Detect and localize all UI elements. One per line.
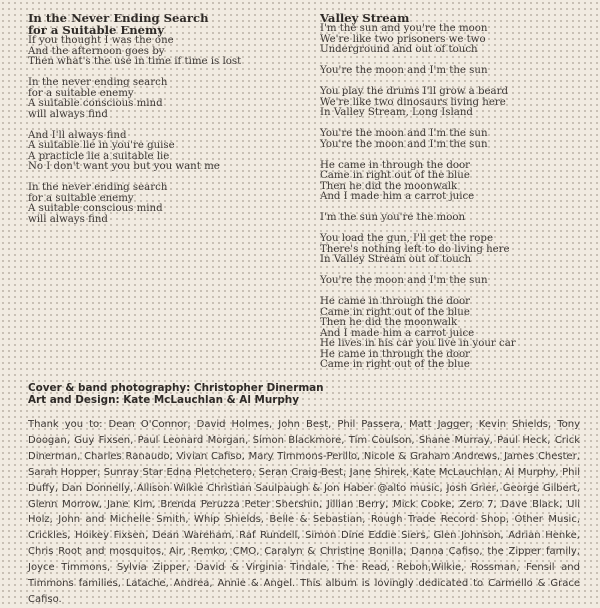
lyric-line: I'm the sun and you're the moon: [320, 23, 488, 34]
lyric-line: There's nothing left to do living here: [320, 243, 510, 255]
lyric-line: If you thought I was the one: [28, 35, 174, 46]
lyric-line: And I made him a carrot juice: [320, 327, 475, 339]
lyric-line: You're the moon and I'm the sun: [320, 65, 488, 76]
stanza: [320, 297, 580, 371]
lyric-line: In Valley Stream out of touch: [320, 254, 472, 265]
song-title-line: for a Suitable Enemy: [28, 23, 165, 37]
lyric-line: We're like two dinosaurs living here: [320, 96, 506, 108]
art-design-credit: Art and Design: Kate McLauchlan & Al Murphy: [28, 394, 299, 406]
lyric-line: A suitable conscious mind: [28, 203, 163, 214]
thank-you-paragraph: Thank you to: Dean O'Connor, David Holmes, John Best, Phil Passera, Matt Jagger, Kevin Shields, Tony Doogan, Guy Fixsen, Paul Leonard Morgan, Simon Blackmore, Tim Coulson, Shane Murray, Paul Heck, Crick Dinerman, Charles Ranaudo, Vivian Cafiso, Mary Timmons-Perillo, Nicole & Graham Andrews, James Chester, Sarah Hopper, Sunray Star Edna Pletchetero, Seran Craig-Best, Jane Shirek, Kate McLauchlan, Al Murphy, Phil Duffy, Dan Donnelly, Allison Wilkie Christian Saulpaugh & Jon Haber @alto music, Josh Grier, George Gilbert, Glenn Morrow, Jane Kim, Brenda Peruzza Peter Shershin, Jillian Berry, Mick Cooke, Zero 7, Dave Black, Uli Holz, John and Michelle Smith, Whip Shields, Belle & Sebastian, Rough Trade Record Shop, Other Music, Crickles, Hoikey Fixsen, Dean Wareham, Raf Rundell, Simon Dine Eddie Siers, Glen Johnson, Adrian Henke, Chris Root and mosquitos, Air, Remko, CMO, Caralyn & Christine Bonilla, Danna Cafiso, the Zipper family, Joyce Timmons, Sylvia Zipper, David & Virginia Tindale, The Read, Reboh,Wilkie, Rossman, Fensil and Timmons families, Latache, Andrea, Annie & Angel. This album is lovingly dedicated to Carmello & Grace Cafiso.: [28, 419, 580, 605]
song-suitable-enemy: [28, 12, 298, 225]
credits: [28, 382, 588, 406]
lyric-line: He lives in his car you live in your car: [320, 338, 516, 349]
lyric-line: A suitable conscious mind: [28, 98, 163, 109]
lyric-line: In Valley Stream, Long Island: [320, 107, 473, 118]
lyric-line: Then he did the moonwalk: [320, 180, 458, 192]
photography-credit: Cover & band photography: Christopher Dinerman: [28, 382, 324, 394]
stanza: [320, 24, 580, 56]
lyric-line: A practicle lie a suitable lie: [28, 150, 170, 162]
lyric-line: You play the drums I'll grow a beard: [320, 86, 509, 97]
lyric-line: Then what's the use in time if time is lost: [28, 56, 242, 67]
stanza: [320, 161, 580, 203]
lyric-line: Underground and out of touch: [320, 44, 478, 55]
lyric-line: Came in right out of the blue: [320, 359, 470, 370]
lyric-line: will always find: [28, 213, 108, 225]
stanza: [320, 213, 580, 224]
stanza: [28, 78, 298, 120]
song-valley-stream: [320, 12, 580, 371]
lyric-line: You're the moon and I'm the sun: [320, 138, 488, 150]
lyric-line: He came in through the door: [320, 348, 471, 360]
lyric-line: I'm the sun you're the moon: [320, 212, 466, 223]
stanza: [320, 87, 580, 119]
stanza: [28, 183, 298, 225]
lyric-line: for a suitable enemy: [28, 192, 134, 204]
lyric-line: We're like two prisoners we two: [320, 33, 486, 45]
stanza: [28, 36, 298, 68]
lyric-line: Came in right out of the blue: [320, 306, 470, 318]
stanza: [28, 131, 298, 173]
stanza: [320, 66, 580, 77]
lyric-line: In the never ending search: [28, 77, 168, 88]
song-title-line: In the Never Ending Search: [28, 11, 209, 25]
lyric-line: In the never ending search: [28, 182, 168, 193]
lyric-line: will always find: [28, 108, 108, 120]
song-title-line: Valley Stream: [320, 11, 410, 25]
lyric-line: And I'll always find: [28, 129, 127, 141]
song-title: [28, 12, 298, 36]
lyric-line: A suitable lie in you're guise: [28, 140, 175, 151]
lyric-line: You're the moon and I'm the sun: [320, 128, 488, 139]
lyric-line: You load the gun, I'll get the rope: [320, 233, 493, 244]
stanza: [320, 276, 580, 287]
lyric-line: No I don't want you but you want me: [28, 161, 220, 172]
stanza: [320, 234, 580, 266]
lyric-line: You're the moon and I'm the sun: [320, 275, 488, 286]
lyric-line: Then he did the moonwalk: [320, 317, 458, 328]
lyric-line: And the afternoon goes by: [28, 45, 165, 57]
lyric-line: He came in through the door: [320, 159, 471, 171]
lyric-line: Came in right out of the blue: [320, 170, 470, 181]
stanza: [320, 129, 580, 150]
lyric-line: for a suitable enemy: [28, 87, 134, 99]
lyric-line: And I made him a carrot juice: [320, 191, 475, 202]
lyric-line: He came in through the door: [320, 296, 471, 307]
